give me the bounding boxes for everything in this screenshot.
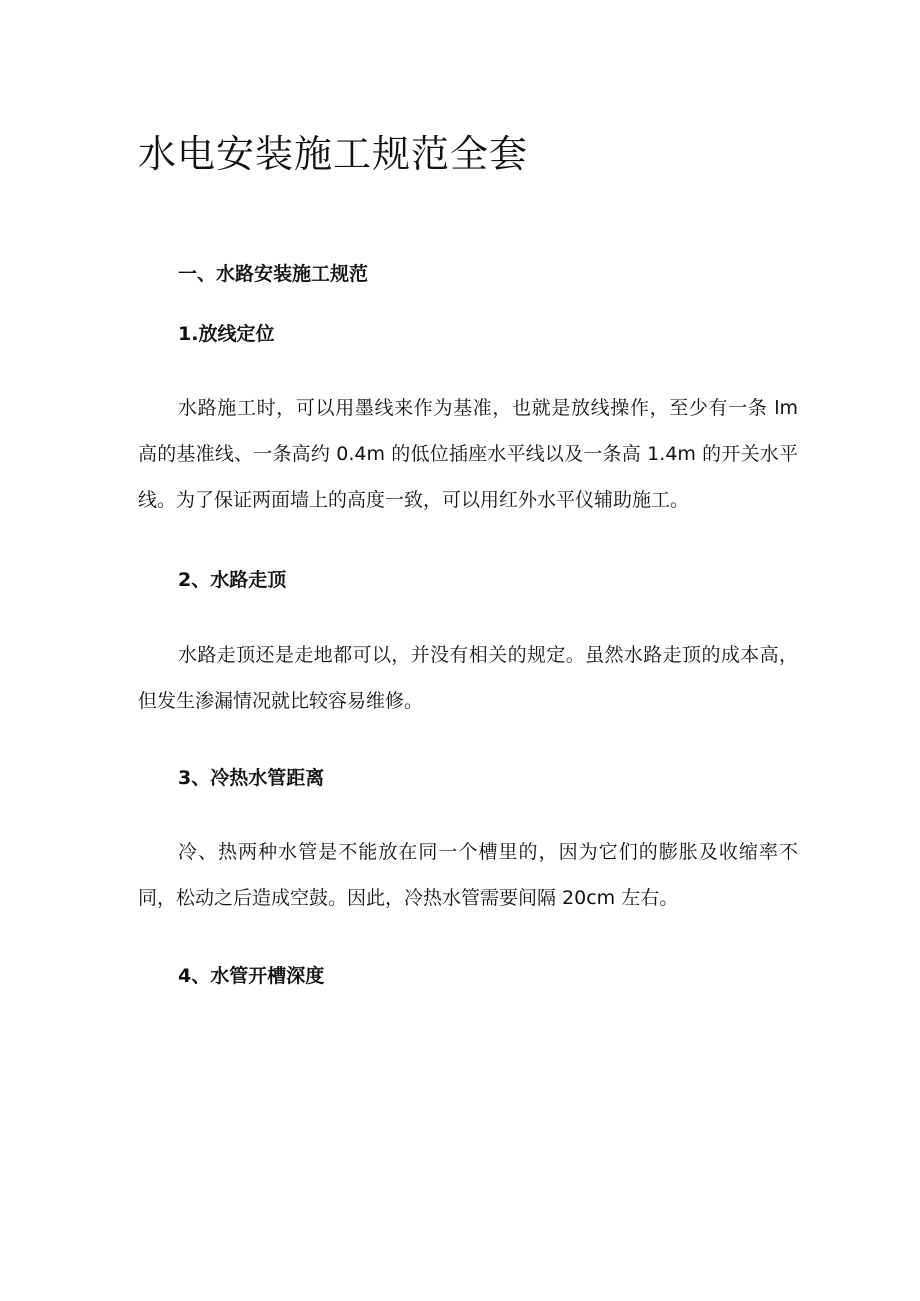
paragraph-overhead-piping: 水路走顶还是走地都可以，并没有相关的规定。虽然水路走顶的成本高，但发生渗漏情况就比较容易维修。 [138,644,798,712]
subheading-pipe-groove-depth: 4、水管开槽深度 [178,965,325,987]
subheading-overhead-piping: 2、水路走顶 [178,569,287,591]
subheading-line-positioning: 1.放线定位 [178,323,275,345]
paragraph-line-positioning: 水路施工时，可以用墨线来作为基准，也就是放线操作，至少有一条 lm 高的基准线、一条高约 0.4m 的低位插座水平线以及一条高 1.4m 的开关水平线。为了保证两面墙上的高度一致，可以用红外水平仪辅助施工。 [138,397,798,511]
paragraph-hot-cold-pipe-distance: 冷、热两种水管是不能放在同一个槽里的，因为它们的膨胀及收缩率不同，松动之后造成空鼓。因此，冷热水管需要间隔 20cm 左右。 [138,841,798,909]
subheading-hot-cold-pipe-distance: 3、冷热水管距离 [178,767,325,789]
document-title: 水电安装施工规范全套 [138,132,529,176]
section-heading-water-installation: 一、水路安装施工规范 [178,263,369,285]
